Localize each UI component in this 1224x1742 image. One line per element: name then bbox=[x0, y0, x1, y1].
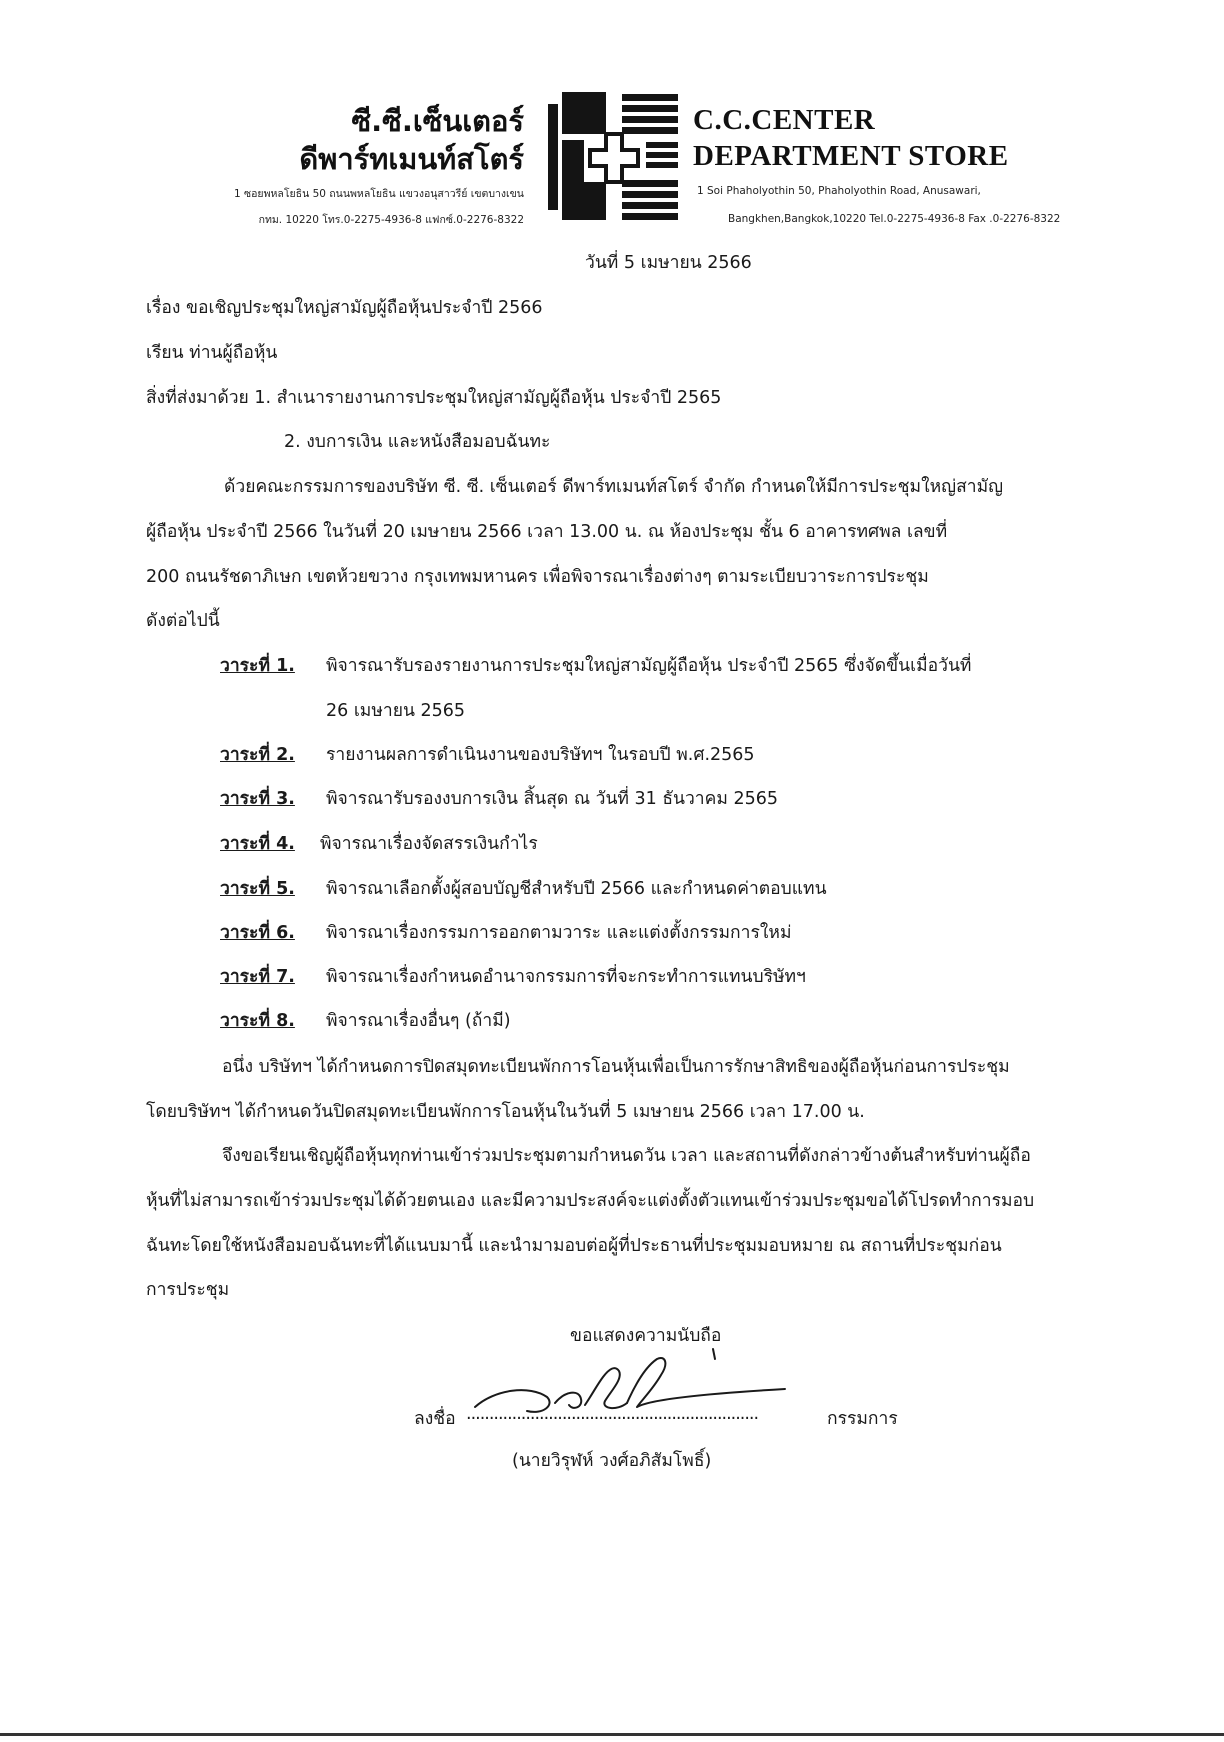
page-bottom-border bbox=[0, 1733, 1224, 1736]
agenda-3-label: วาระที่ 3. bbox=[220, 789, 295, 809]
agenda-4-text: พิจารณาเรื่องจัดสรรเงินกำไร bbox=[320, 834, 538, 854]
agenda-1-label: วาระที่ 1. bbox=[220, 656, 295, 676]
signer-name: (นายวิรุฬห์ วงศ์อภิสัมโพธิ์) bbox=[512, 1451, 712, 1471]
letter-recipient: เรียน ท่านผู้ถือหุ้น bbox=[146, 343, 278, 363]
company-name-th-line2: ดีพาร์ทเมนท์สโตร์ bbox=[299, 142, 524, 176]
enclosure-1: สิ่งที่ส่งมาด้วย 1. สำเนารายงานการประชุมใหญ่สามัญผู้ถือหุ้น ประจำปี 2565 bbox=[146, 388, 722, 408]
company-name-en-line1: C.C.CENTER bbox=[693, 104, 876, 136]
invite-paragraph-line2: หุ้นที่ไม่สามารถเข้าร่วมประชุมได้ด้วยตนเอง และมีความประสงค์จะแต่งตั้งตัวแทนเข้าร่วมประชุมขอได้โปรดทำการมอบ bbox=[146, 1191, 1035, 1211]
invite-paragraph-line3: ฉันทะโดยใช้หนังสือมอบฉันทะที่ได้แนบมานี้ และนำมามอบต่อผู้ที่ประธานที่ประชุมมอบหมาย ณ สถานที่ประชุมก่อน bbox=[146, 1236, 1002, 1256]
invite-paragraph-line1: จึงขอเรียนเชิญผู้ถือหุ้นทุกท่านเข้าร่วมประชุมตามกำหนดวัน เวลา และสถานที่ดังกล่าวข้างต้นสำหรับท่านผู้ถือ bbox=[222, 1146, 1031, 1166]
intro-paragraph-line3: 200 ถนนรัชดาภิเษก เขตห้วยขวาง กรุงเทพมหานคร เพื่อพิจารณาเรื่องต่างๆ ตามระเบียบวาระการประชุม bbox=[146, 567, 929, 587]
agenda-6-label: วาระที่ 6. bbox=[220, 923, 295, 943]
agenda-8-label: วาระที่ 8. bbox=[220, 1011, 295, 1031]
company-name-en-line2: DEPARTMENT STORE bbox=[693, 140, 1009, 172]
signature-dotted-line: ................................................................ bbox=[466, 1404, 759, 1424]
company-address-en-line2: Bangkhen,Bangkok,10220 Tel.0-2275-4936-8 Fax .0-2276-8322 bbox=[728, 213, 1061, 225]
agenda-1-continuation: 26 เมษายน 2565 bbox=[326, 701, 466, 721]
company-address-en-line1: 1 Soi Phaholyothin 50, Phaholyothin Road, Anusawari, bbox=[697, 185, 981, 197]
enclosure-2: 2. งบการเงิน และหนังสือมอบฉันทะ bbox=[284, 432, 551, 452]
signature-prefix: ลงชื่อ bbox=[414, 1409, 456, 1429]
signer-position: กรรมการ bbox=[827, 1409, 898, 1429]
agenda-8-text: พิจารณาเรื่องอื่นๆ (ถ้ามี) bbox=[326, 1011, 511, 1031]
agenda-1-text: พิจารณารับรองรายงานการประชุมใหญ่สามัญผู้ถือหุ้น ประจำปี 2565 ซึ่งจัดขึ้นเมื่อวันที่ bbox=[326, 656, 972, 676]
company-address-th-line2: กทม. 10220 โทร.0-2275-4936-8 แฟกซ์.0-2276-8322 bbox=[258, 214, 524, 226]
cc-center-logo-icon bbox=[548, 92, 680, 222]
agenda-2-text: รายงานผลการดำเนินงานของบริษัทฯ ในรอบปี พ.ศ.2565 bbox=[326, 745, 755, 765]
agenda-5-text: พิจารณาเลือกตั้งผู้สอบบัญชีสำหรับปี 2566 และกำหนดค่าตอบแทน bbox=[326, 879, 827, 899]
agenda-2-label: วาระที่ 2. bbox=[220, 745, 295, 765]
intro-paragraph-line2: ผู้ถือหุ้น ประจำปี 2566 ในวันที่ 20 เมษายน 2566 เวลา 13.00 น. ณ ห้องประชุม ชั้น 6 อาคารทศพล เลขที่ bbox=[146, 522, 948, 542]
letter-subject: เรื่อง ขอเชิญประชุมใหญ่สามัญผู้ถือหุ้นประจำปี 2566 bbox=[146, 298, 543, 318]
closure-paragraph-line2: โดยบริษัทฯ ได้กำหนดวันปิดสมุดทะเบียนพักการโอนหุ้นในวันที่ 5 เมษายน 2566 เวลา 17.00 น. bbox=[146, 1102, 865, 1122]
agenda-4-label: วาระที่ 4. bbox=[220, 834, 295, 854]
closing-salutation: ขอแสดงความนับถือ bbox=[570, 1326, 722, 1346]
company-name-th-line1: ซี.ซี.เซ็นเตอร์ bbox=[351, 104, 524, 138]
letter-date: วันที่ 5 เมษายน 2566 bbox=[585, 253, 752, 273]
agenda-3-text: พิจารณารับรองงบการเงิน สิ้นสุด ณ วันที่ 31 ธันวาคม 2565 bbox=[326, 789, 778, 809]
agenda-7-label: วาระที่ 7. bbox=[220, 967, 295, 987]
agenda-5-label: วาระที่ 5. bbox=[220, 879, 295, 899]
invite-paragraph-line4: การประชุม bbox=[146, 1280, 230, 1300]
closure-paragraph-line1: อนึ่ง บริษัทฯ ได้กำหนดการปิดสมุดทะเบียนพักการโอนหุ้นเพื่อเป็นการรักษาสิทธิของผู้ถือหุ้นก่อนการประชุม bbox=[222, 1057, 1010, 1077]
company-address-th-line1: 1 ซอยพหลโยธิน 50 ถนนพหลโยธิน แขวงอนุสาวรีย์ เขตบางเขน bbox=[233, 188, 524, 200]
agenda-6-text: พิจารณาเรื่องกรรมการออกตามวาระ และแต่งตั้งกรรมการใหม่ bbox=[326, 923, 792, 943]
agenda-7-text: พิจารณาเรื่องกำหนดอำนาจกรรมการที่จะกระทำการแทนบริษัทฯ bbox=[326, 967, 806, 987]
intro-paragraph-line4: ดังต่อไปนี้ bbox=[146, 611, 220, 631]
intro-paragraph-line1: ด้วยคณะกรรมการของบริษัท ซี. ซี. เซ็นเตอร์ ดีพาร์ทเมนท์สโตร์ จำกัด กำหนดให้มีการประชุมใหญ่สามัญ bbox=[224, 477, 1004, 497]
